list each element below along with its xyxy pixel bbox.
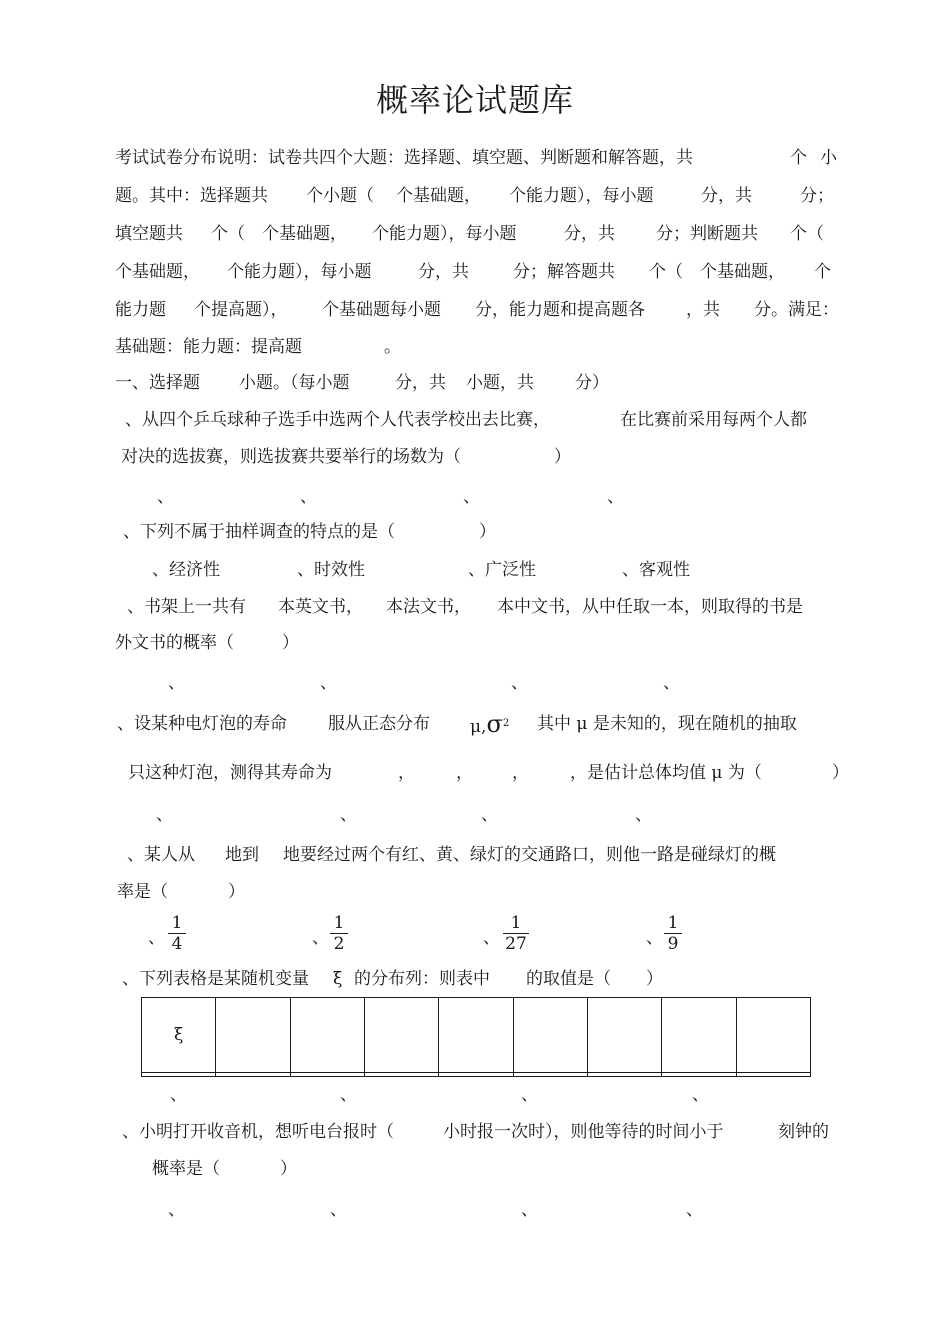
question-4-text: ，: [512, 763, 529, 783]
denominator: 2: [333, 934, 345, 954]
intro-frag: 分；判断题共: [656, 224, 758, 244]
question-5-text: 地要经过两个有红、黄、绿灯的交通路口，则他一路是碰绿灯的概: [283, 845, 776, 865]
option-sep: 、: [300, 487, 317, 507]
question-3-text: 本中文书，从中任取一本，则取得的书是: [497, 597, 803, 617]
option-sep: 、: [483, 928, 500, 948]
intro-frag: 分，共: [701, 186, 752, 206]
table-row: [142, 998, 811, 1073]
option-sep: 、: [686, 1200, 703, 1220]
question-4-text: 其中 μ 是未知的，现在随机的抽取: [537, 714, 797, 734]
option-b: 、时效性: [297, 560, 365, 580]
intro-frag: ，共: [686, 300, 720, 320]
intro-frag: 个: [790, 148, 807, 168]
intro-frag: 分；: [800, 186, 834, 206]
question-5-text: 率是（: [117, 882, 168, 902]
table-cell: [142, 1073, 216, 1077]
question-4-text: ，是估计总体均值 μ 为（: [570, 763, 762, 783]
question-4-text: 、设某种电灯泡的寿命: [117, 714, 287, 734]
intro-frag: 个能力题），每小题: [227, 262, 372, 282]
denominator: 27: [505, 934, 527, 954]
table-cell: [439, 998, 513, 1073]
intro-frag: 个: [814, 262, 831, 282]
table-cell: [216, 1073, 290, 1077]
intro-line-6: 基础题：能力题：提高题: [115, 337, 302, 357]
intro-line-2: 题。其中：选择题共: [115, 186, 268, 206]
option-sep: 、: [635, 805, 652, 825]
question-4-text: ）: [832, 763, 849, 783]
question-4-text: ，: [456, 763, 473, 783]
option-sep: 、: [521, 1200, 538, 1220]
question-5-text: ）: [228, 882, 245, 902]
question-7-text: 概率是（: [152, 1159, 220, 1179]
option-sep: 、: [168, 1200, 185, 1220]
fraction-option-a: [168, 914, 186, 953]
sigma-symbol: σ: [486, 710, 503, 738]
table-cell: [587, 1073, 661, 1077]
question-7-text: 小时报一次时），则他等待的时间小于: [443, 1122, 724, 1142]
question-5-text: 、某人从: [127, 845, 195, 865]
normal-params: [470, 710, 510, 738]
table-cell: [290, 1073, 364, 1077]
question-1-text: 、从四个乒乓球种子选手中选两个人代表学校出去比赛，: [125, 410, 550, 430]
intro-frag: 分，能力题和提高题各: [475, 300, 645, 320]
intro-frag: 分。满足：: [754, 300, 839, 320]
table-cell: [513, 998, 587, 1073]
table-cell-xi: ξ: [142, 998, 216, 1073]
intro-frag: 个能力题），每小题: [509, 186, 654, 206]
option-sep: 、: [330, 1200, 347, 1220]
numerator: 1: [503, 914, 529, 934]
intro-frag: 分，共: [418, 262, 469, 282]
section-heading-frag: 分）: [575, 373, 609, 393]
page-title: 概率论试题库: [375, 81, 574, 119]
fraction-option-b: [330, 914, 348, 953]
intro-frag: 小: [820, 148, 837, 168]
question-4-text: 只这种灯泡，测得其寿命为: [128, 763, 332, 783]
intro-frag: 。: [384, 337, 401, 357]
option-sep: 、: [340, 1085, 357, 1105]
question-6-text: 的取值是（: [526, 969, 611, 989]
xi-symbol: ξ: [333, 969, 343, 989]
question-1-text: 对决的选拔赛，则选拔赛共要举行的场数为（: [121, 447, 461, 467]
option-sep: 、: [481, 805, 498, 825]
option-sep: 、: [663, 673, 680, 693]
section-heading-frag: 分，共: [395, 373, 446, 393]
intro-frag: 个（: [790, 224, 824, 244]
question-1-text: ）: [554, 447, 571, 467]
numerator: 1: [330, 914, 348, 934]
square-exponent: 2: [502, 718, 510, 729]
question-3-text: 、书架上一共有: [127, 597, 246, 617]
intro-frag: 分，共: [564, 224, 615, 244]
table-row: [142, 1073, 811, 1077]
fraction-option-c: [503, 914, 529, 953]
option-sep: 、: [312, 928, 329, 948]
option-sep: 、: [157, 487, 174, 507]
table-cell: [736, 998, 810, 1073]
mu-symbol: μ,: [470, 717, 487, 737]
option-sep: 、: [692, 1085, 709, 1105]
numerator: 1: [168, 914, 186, 934]
table-cell: [216, 998, 290, 1073]
intro-frag: 个基础题，: [262, 224, 347, 244]
option-sep: 、: [463, 487, 480, 507]
table-cell: [513, 1073, 587, 1077]
section-heading-frag: 小题。（每小题: [239, 373, 350, 393]
question-5-text: 地到: [225, 845, 259, 865]
intro-line-4: 个基础题，: [115, 262, 200, 282]
intro-frag: 个小题（: [306, 186, 374, 206]
table-cell: [662, 998, 736, 1073]
denominator: 9: [667, 934, 679, 954]
table-cell: [662, 1073, 736, 1077]
fraction-option-d: [664, 914, 682, 953]
question-6-text: ）: [646, 969, 663, 989]
option-sep: 、: [320, 673, 337, 693]
intro-frag: 个基础题，: [700, 262, 785, 282]
table-cell: [439, 1073, 513, 1077]
option-sep: 、: [170, 1085, 187, 1105]
option-c: 、广泛性: [468, 560, 536, 580]
option-d: 、客观性: [622, 560, 690, 580]
option-sep: 、: [340, 805, 357, 825]
intro-frag: 个（: [211, 224, 245, 244]
question-1-text: 在比赛前采用每两个人都: [620, 410, 807, 430]
numerator: 1: [664, 914, 682, 934]
question-3-text: 本法文书，: [386, 597, 471, 617]
intro-line-3: 填空题共: [115, 224, 183, 244]
intro-line-1: 考试试卷分布说明：试卷共四个大题：选择题、填空题、判断题和解答题，共: [115, 148, 693, 168]
intro-frag: 个基础题每小题: [322, 300, 441, 320]
question-3-text: 本英文书，: [278, 597, 363, 617]
section-heading: 一、选择题: [115, 373, 200, 393]
option-sep: 、: [646, 928, 663, 948]
question-7-text: ）: [280, 1159, 297, 1179]
question-3-text: 外文书的概率（: [115, 633, 234, 653]
question-4-text: ，: [398, 763, 415, 783]
intro-line-5: 能力题: [115, 300, 166, 320]
question-7-text: 、小明打开收音机，想听电台报时（: [122, 1122, 394, 1142]
option-sep: 、: [521, 1085, 538, 1105]
question-7-text: 刻钟的: [778, 1122, 829, 1142]
intro-frag: 个提高题），: [194, 300, 288, 320]
table-cell: [736, 1073, 810, 1077]
option-sep: 、: [168, 673, 185, 693]
question-2-text: 、下列不属于抽样调查的特点的是（: [123, 522, 395, 542]
table-cell: [290, 998, 364, 1073]
table-cell: [364, 998, 438, 1073]
distribution-table: [141, 997, 811, 1077]
option-a: 、经济性: [152, 560, 220, 580]
denominator: 4: [171, 934, 183, 954]
option-sep: 、: [607, 487, 624, 507]
question-3-text: ）: [282, 633, 299, 653]
option-sep: 、: [148, 928, 165, 948]
option-sep: 、: [156, 805, 173, 825]
table-cell: [587, 998, 661, 1073]
question-2-text: ）: [479, 522, 496, 542]
question-6-text: 的分布列：则表中: [354, 969, 490, 989]
intro-frag: 个基础题，: [396, 186, 481, 206]
option-sep: 、: [511, 673, 528, 693]
intro-frag: 个能力题），每小题: [372, 224, 517, 244]
table-cell: [364, 1073, 438, 1077]
intro-frag: 个（: [649, 262, 683, 282]
question-4-text: 服从正态分布: [328, 714, 430, 734]
section-heading-frag: 小题，共: [466, 373, 534, 393]
question-6-text: 、下列表格是某随机变量: [122, 969, 309, 989]
intro-frag: 分；解答题共: [513, 262, 615, 282]
